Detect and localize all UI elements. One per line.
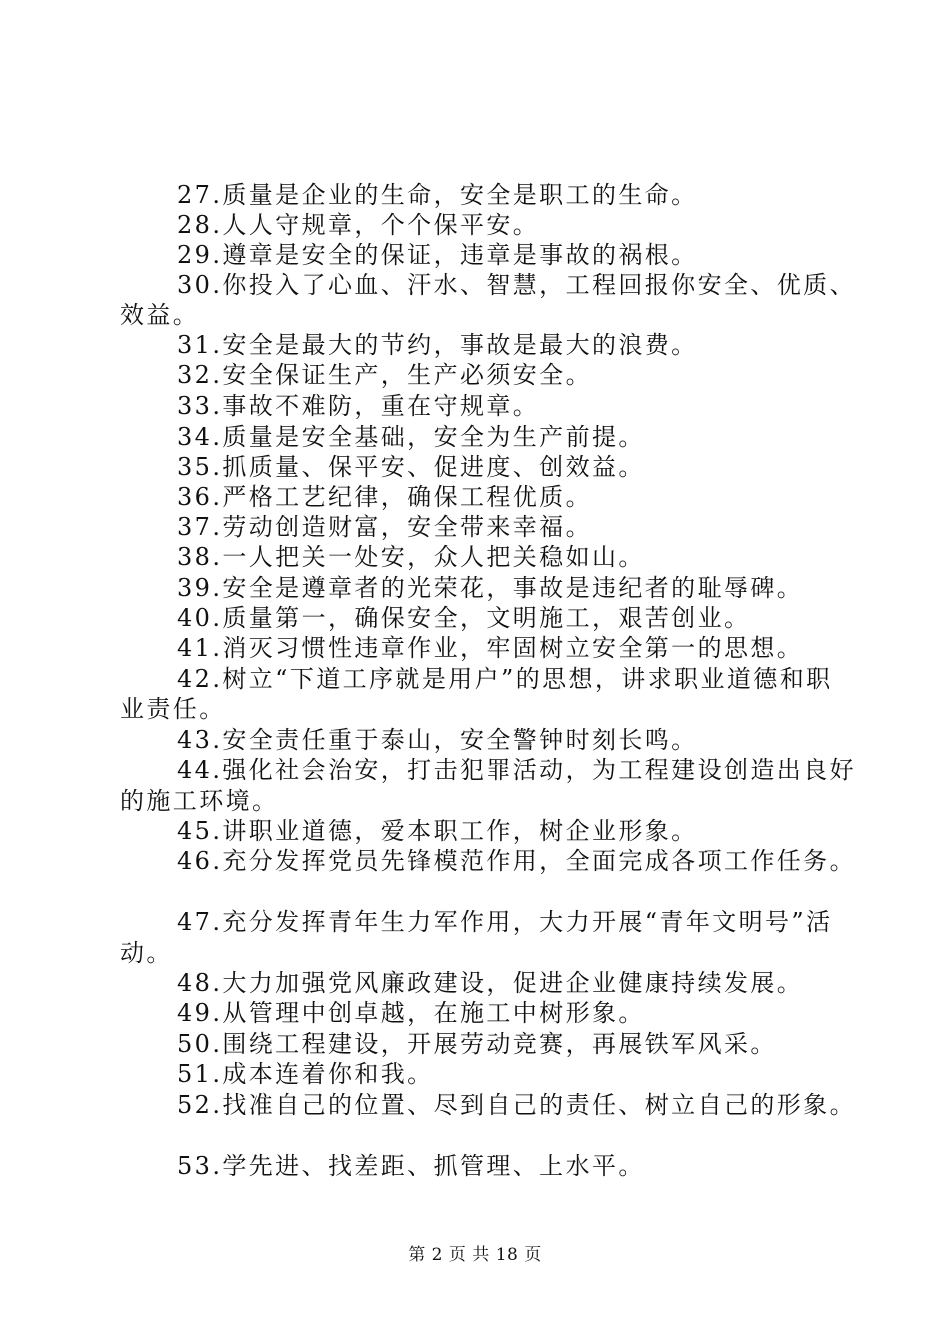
text-line: 37.劳动创造财富，安全带来幸福。 bbox=[177, 513, 592, 541]
page-number-footer: 第 2 页 共 18 页 bbox=[408, 1245, 542, 1265]
text-line: 41.消灭习惯性违章作业，牢固树立安全第一的思想。 bbox=[177, 634, 804, 662]
text-line: 效益。 bbox=[120, 301, 200, 329]
text-line: 29.遵章是安全的保证，违章是事故的祸根。 bbox=[177, 241, 698, 269]
text-line: 36.严格工艺纪律，确保工程优质。 bbox=[177, 483, 592, 511]
text-line: 47.充分发挥青年生力军作用，大力开展“青年文明号”活 bbox=[177, 908, 833, 936]
text-line: 27.质量是企业的生命，安全是职工的生命。 bbox=[177, 181, 698, 209]
text-line: 32.安全保证生产，生产必须安全。 bbox=[177, 361, 592, 389]
text-line: 28.人人守规章，个个保平安。 bbox=[177, 211, 540, 239]
text-line: 48.大力加强党风廉政建设，促进企业健康持续发展。 bbox=[177, 969, 804, 997]
text-line: 42.树立“下道工序就是用户”的思想，讲求职业道德和职 bbox=[177, 665, 833, 693]
text-line: 的施工环境。 bbox=[120, 787, 279, 815]
text-line: 动。 bbox=[120, 939, 173, 967]
text-line: 30.你投入了心血、汗水、智慧，工程回报你安全、优质、 bbox=[177, 271, 856, 299]
text-line: 38.一人把关一处安，众人把关稳如山。 bbox=[177, 543, 645, 571]
text-line: 53.学先进、找差距、抓管理、上水平。 bbox=[177, 1152, 645, 1180]
text-line: 40.质量第一，确保安全，文明施工，艰苦创业。 bbox=[177, 604, 751, 632]
text-line: 业责任。 bbox=[120, 695, 226, 723]
text-line: 49.从管理中创卓越，在施工中树形象。 bbox=[177, 999, 645, 1027]
text-line: 39.安全是遵章者的光荣花，事故是违纪者的耻辱碑。 bbox=[177, 574, 804, 602]
text-line: 31.安全是最大的节约，事故是最大的浪费。 bbox=[177, 331, 698, 359]
text-line: 50.围绕工程建设，开展劳动竞赛，再展铁军风采。 bbox=[177, 1030, 777, 1058]
text-line: 33.事故不难防，重在守规章。 bbox=[177, 392, 540, 420]
text-line: 51.成本连着你和我。 bbox=[177, 1060, 434, 1088]
text-line: 52.找准自己的位置、尽到自己的责任、树立自己的形象。 bbox=[177, 1091, 856, 1119]
text-line: 43.安全责任重于泰山，安全警钟时刻长鸣。 bbox=[177, 726, 698, 754]
text-line: 44.强化社会治安，打击犯罪活动，为工程建设创造出良好 bbox=[177, 756, 856, 784]
text-line: 34.质量是安全基础，安全为生产前提。 bbox=[177, 423, 645, 451]
text-line: 46.充分发挥党员先锋模范作用，全面完成各项工作任务。 bbox=[177, 847, 856, 875]
text-line: 35.抓质量、保平安、促进度、创效益。 bbox=[177, 453, 645, 481]
text-line: 45.讲职业道德，爱本职工作，树企业形象。 bbox=[177, 817, 698, 845]
